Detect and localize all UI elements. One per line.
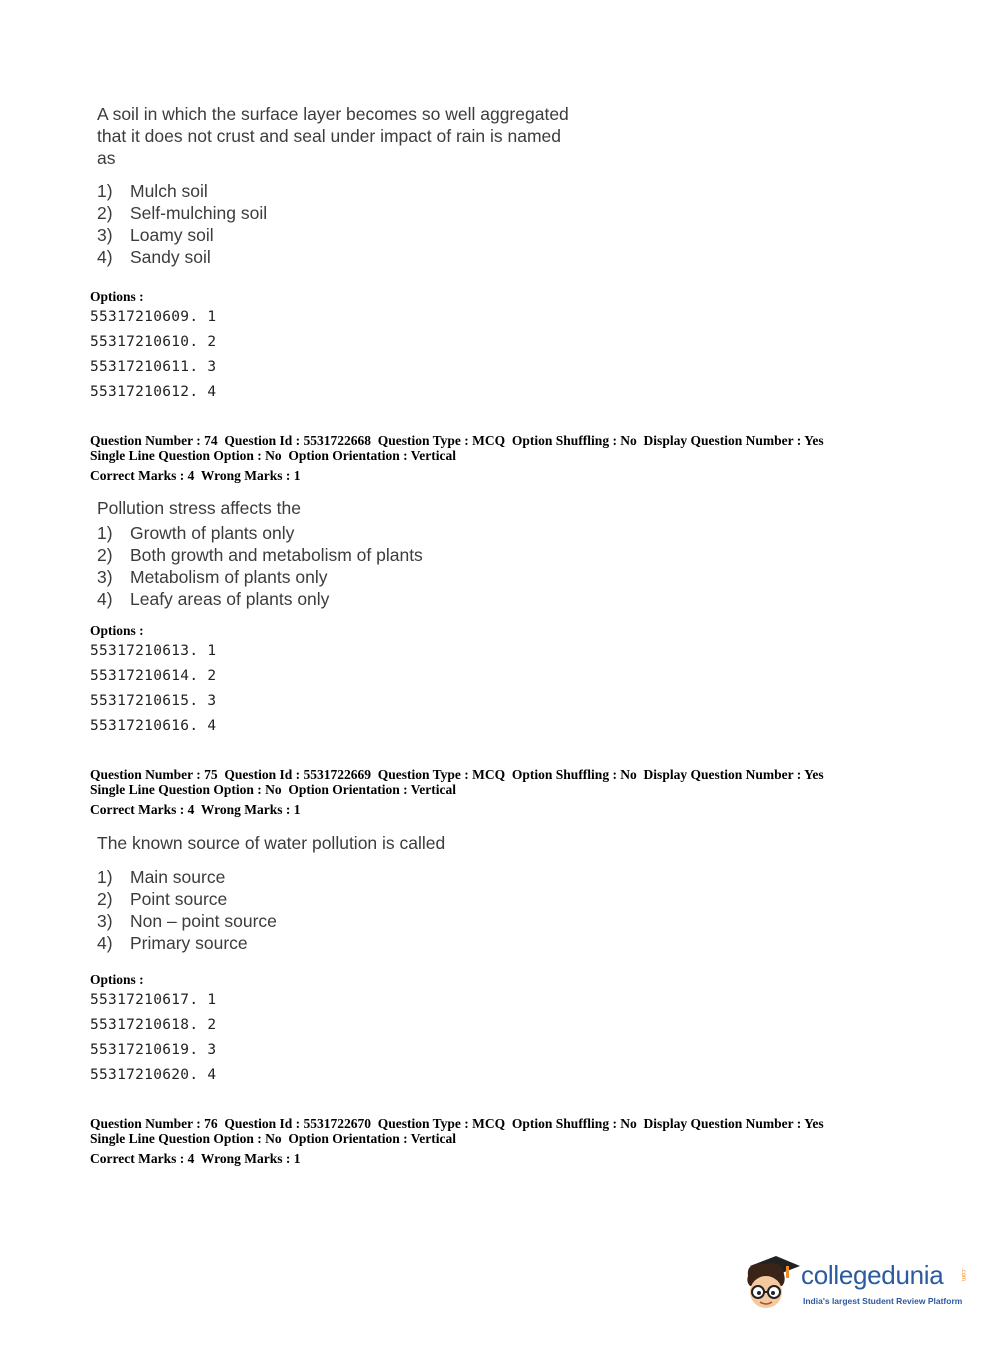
question-meta-line: Question Number : 74 Question Id : 5531722668 Question Type : MCQ Option Shuffling : No Display Question Number : Yes	[90, 433, 824, 448]
answer-option	[97, 566, 327, 588]
question-meta-line: Single Line Question Option : No Option Orientation : Vertical	[90, 1131, 457, 1146]
question-meta-line: Question Number : 76 Question Id : 5531722670 Question Type : MCQ Option Shuffling : No Display Question Number : Yes	[90, 1116, 824, 1131]
answer-option	[97, 866, 225, 888]
logo-tagline: India's largest Student Review Platform	[803, 1296, 963, 1306]
option-number: 1)	[97, 181, 113, 201]
question-meta-line: Single Line Question Option : No Option Orientation : Vertical	[90, 782, 457, 797]
question-text-line: that it does not crust and seal under impact of rain is named	[97, 126, 562, 146]
answer-option	[97, 224, 214, 246]
option-number: 2)	[97, 545, 113, 565]
option-id: 55317210610. 2	[90, 334, 217, 350]
option-id: 55317210611. 3	[90, 359, 217, 375]
option-id: 55317210613. 1	[90, 643, 217, 659]
option-id: 55317210620. 4	[90, 1067, 217, 1083]
answer-option	[97, 932, 248, 954]
option-text: Main source	[130, 867, 226, 887]
option-text: Both growth and metabolism of plants	[130, 545, 423, 565]
answer-option	[97, 544, 423, 566]
options-label: Options :	[90, 289, 144, 304]
option-id: 55317210609. 1	[90, 309, 217, 325]
answer-option	[97, 180, 208, 202]
option-text: Primary source	[130, 933, 248, 953]
option-text: Sandy soil	[130, 247, 211, 267]
option-text: Leafy areas of plants only	[130, 589, 330, 609]
option-number: 3)	[97, 567, 113, 587]
option-number: 3)	[97, 225, 113, 245]
option-number: 3)	[97, 911, 113, 931]
question-text-line: The known source of water pollution is called	[97, 833, 446, 853]
question-text-line: A soil in which the surface layer becomes so well aggregated	[97, 104, 569, 124]
answer-option	[97, 910, 277, 932]
option-id: 55317210619. 3	[90, 1042, 217, 1058]
option-number: 4)	[97, 247, 113, 267]
option-id: 55317210615. 3	[90, 693, 217, 709]
answer-option	[97, 522, 294, 544]
question-marks-line: Correct Marks : 4 Wrong Marks : 1	[90, 1151, 301, 1166]
option-id: 55317210612. 4	[90, 384, 217, 400]
option-text: Self-mulching soil	[130, 203, 268, 223]
option-text: Non – point source	[130, 911, 277, 931]
option-id: 55317210617. 1	[90, 992, 217, 1008]
option-text: Point source	[130, 889, 228, 909]
options-label: Options :	[90, 972, 144, 987]
question-text-line: as	[97, 148, 116, 168]
student-mascot-icon	[742, 1252, 800, 1316]
option-text: Mulch soil	[130, 181, 208, 201]
question-meta-line: Question Number : 75 Question Id : 5531722669 Question Type : MCQ Option Shuffling : No Display Question Number : Yes	[90, 767, 824, 782]
option-number: 2)	[97, 203, 113, 223]
answer-option	[97, 588, 329, 610]
option-id: 55317210616. 4	[90, 718, 217, 734]
answer-option	[97, 246, 211, 268]
option-id: 55317210618. 2	[90, 1017, 217, 1033]
question-marks-line: Correct Marks : 4 Wrong Marks : 1	[90, 802, 301, 817]
logo-wordmark: collegedunia	[801, 1260, 944, 1290]
question-text-line: Pollution stress affects the	[97, 498, 301, 518]
option-number: 1)	[97, 523, 113, 543]
answer-option	[97, 202, 267, 224]
option-number: 4)	[97, 589, 113, 609]
option-text: Growth of plants only	[130, 523, 295, 543]
option-text: Loamy soil	[130, 225, 214, 245]
option-number: 2)	[97, 889, 113, 909]
question-marks-line: Correct Marks : 4 Wrong Marks : 1	[90, 468, 301, 483]
options-label: Options :	[90, 623, 144, 638]
logo-domain-suffix: .com	[960, 1268, 966, 1282]
option-number: 4)	[97, 933, 113, 953]
option-text: Metabolism of plants only	[130, 567, 328, 587]
collegedunia-logo	[742, 1252, 972, 1316]
option-number: 1)	[97, 867, 113, 887]
option-id: 55317210614. 2	[90, 668, 217, 684]
question-meta-line: Single Line Question Option : No Option Orientation : Vertical	[90, 448, 457, 463]
answer-option	[97, 888, 227, 910]
